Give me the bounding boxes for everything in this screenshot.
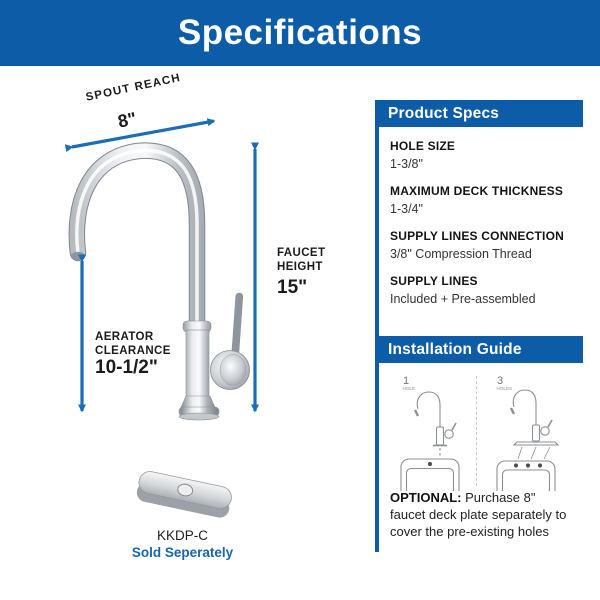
spout-reach-label: SPOUT REACH [84, 71, 183, 104]
optional-note-text: Purchase 8" faucet deck plate separately to cover the pre-existing holes [390, 490, 567, 539]
spec-item-hole-size: HOLE SIZE 1-3/8" [390, 139, 456, 171]
sink-hole-dot [514, 463, 518, 467]
install-diagram-1-hole [388, 371, 468, 491]
spec-item-supply-connection: SUPPLY LINES CONNECTION 3/8" Compression Thread [390, 229, 564, 261]
spec-item-deck-thickness: MAXIMUM DECK THICKNESS 1-3/4" [390, 184, 564, 216]
faucet-height-value: 15" [277, 277, 308, 298]
spec-item-supply-lines: SUPPLY LINES Included + Pre-assembled [390, 274, 536, 306]
page-title: Specifications [177, 13, 423, 52]
deck-plate-sold-separately: Sold Seperately [131, 545, 234, 560]
specifications-header [0, 0, 600, 66]
faucet-height-label: FAUCET HEIGHT [277, 247, 326, 273]
sink-hole-dot [526, 463, 530, 467]
product-specs-header: Product Specs [375, 100, 583, 127]
option-3-unit: HOLES [496, 386, 513, 391]
product-specs-list [390, 139, 586, 319]
sink-hole-dot [538, 463, 542, 467]
aerator-clearance-value: 10-1/2" [95, 357, 158, 378]
option-1-count: 1 [403, 375, 410, 387]
panel-left-border [375, 100, 379, 552]
option-1-unit: HOLE [402, 386, 416, 391]
sink-hole-dot [428, 462, 432, 466]
install-panel-divider [476, 376, 477, 486]
optional-note-bold: OPTIONAL: [390, 490, 462, 505]
deck-plate-caption [110, 528, 255, 560]
faucet-image [71, 151, 250, 420]
spout-reach-value: 8" [116, 108, 139, 132]
optional-note [390, 489, 574, 540]
aerator-clearance-label: AERATOR CLEARANCE [95, 331, 171, 357]
deck-plate-image [128, 458, 243, 526]
install-diagram-3-holes [484, 371, 564, 491]
installation-guide-header: Installation Guide [375, 336, 583, 363]
deck-plate-model: KKDP-C [156, 528, 208, 543]
option-3-count: 3 [497, 375, 504, 387]
